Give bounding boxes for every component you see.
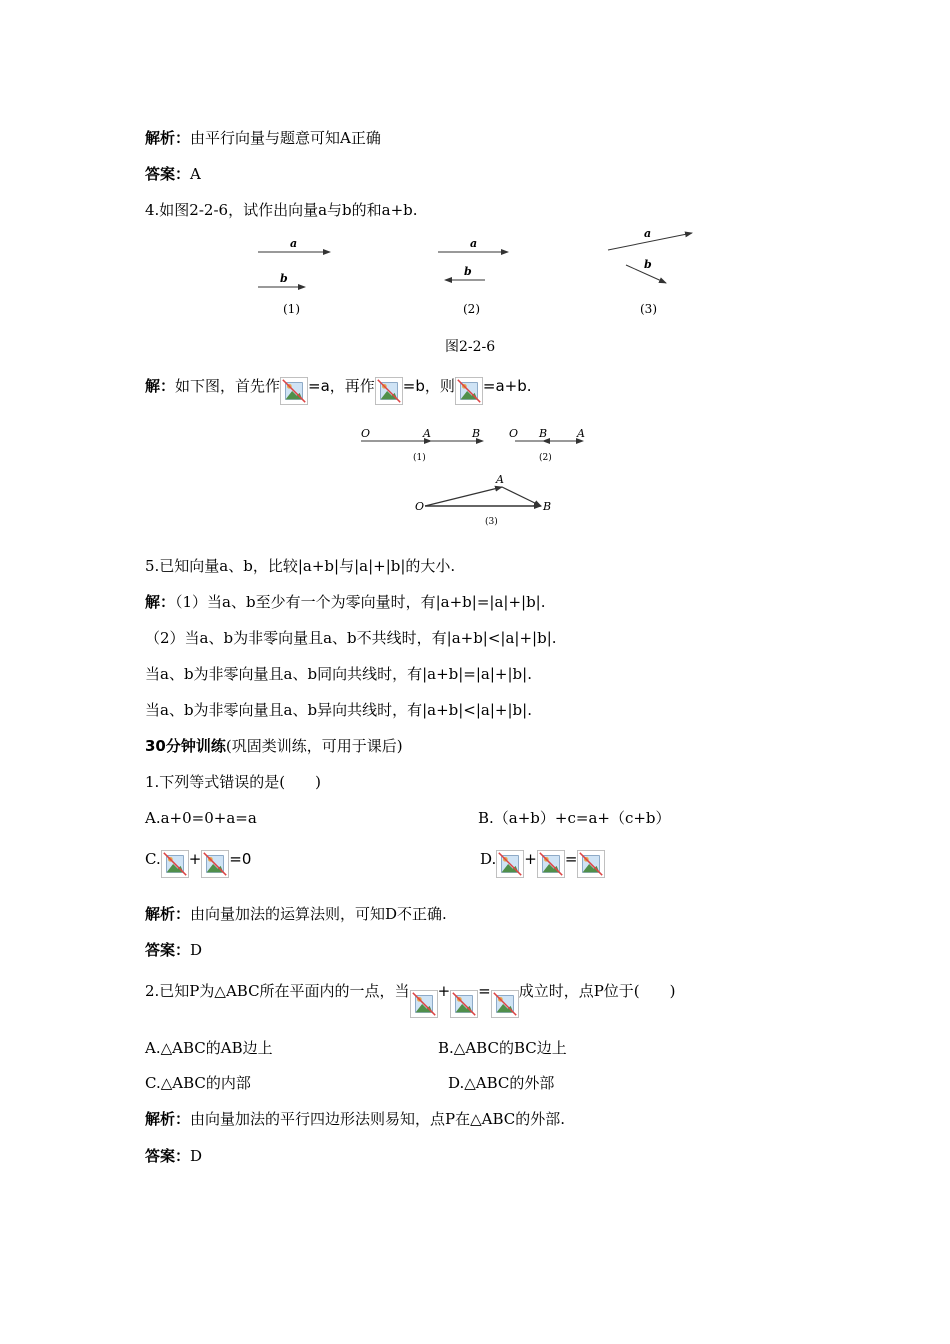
- answer-label: 答案：: [145, 941, 191, 959]
- plus-sign: +: [188, 850, 202, 868]
- broken-image-icon: [577, 850, 605, 878]
- question-5: 5.已知向量a、b，比较|a+b|与|a|+|b|的大小.: [145, 557, 456, 575]
- analysis-label: 解析：: [145, 129, 191, 147]
- solution-5-text-1: （1）当a、b至少有一个为零向量时，有|a+b|=|a|+|b|.: [175, 593, 546, 611]
- solution-5-line-4: 当a、b为非零向量且a、b异向共线时，有|a+b|<|a|+|b|.: [145, 701, 532, 719]
- figure-part-3: [608, 227, 692, 316]
- vector-oa: [425, 487, 502, 506]
- broken-image-icon: [375, 377, 403, 405]
- point-a-label: A: [496, 473, 504, 486]
- solution-figure-part-1: [361, 427, 483, 463]
- solution-figure-part-3: [415, 473, 551, 527]
- broken-image-icon: [201, 850, 229, 878]
- vector-b-label: b: [280, 272, 288, 285]
- broken-image-icon: [455, 377, 483, 405]
- section-title: 30分钟训练: [145, 737, 226, 755]
- answer-text: A: [190, 165, 201, 183]
- point-o-label: O: [415, 500, 425, 513]
- question-2-text-2: 成立时，点P位于( ): [518, 982, 676, 1000]
- figure-part-2: [438, 237, 508, 316]
- analysis-text: 由向量加法的运算法则，可知D不正确.: [190, 905, 447, 923]
- solution-caption-2: (2): [539, 453, 552, 463]
- vector-ab: [502, 487, 541, 506]
- option-d: [480, 846, 605, 874]
- point-b-label: B: [472, 427, 481, 440]
- option-a: A.a+0=0+a=a: [145, 809, 257, 827]
- point-a-label: A: [577, 427, 585, 440]
- broken-image-icon: [410, 990, 438, 1018]
- analysis-q2: [145, 1109, 565, 1129]
- question-4: 4.如图2-2-6，试作出向量a与b的和a+b.: [145, 201, 418, 219]
- solution-text-3: =b，则: [402, 377, 455, 395]
- solution-label: 解：: [145, 377, 176, 395]
- figure-caption-3: (3): [640, 302, 657, 316]
- point-b-label: B: [539, 427, 548, 440]
- figure-caption-2: (2): [463, 302, 480, 316]
- point-o-label: O: [509, 427, 519, 440]
- solution-4: [145, 373, 532, 401]
- figure-part-1: [258, 237, 330, 316]
- answer-q1: [145, 940, 202, 960]
- section-subtitle: (巩固类训练，可用于课后): [225, 737, 403, 755]
- equals-sign: =: [478, 982, 491, 1000]
- solution-5-line-2: （2）当a、b为非零向量且a、b不共线时，有|a+b|<|a|+|b|.: [145, 629, 557, 647]
- q2-option-b: B.△ABC的BC边上: [438, 1039, 567, 1057]
- answer-text: D: [190, 941, 203, 959]
- broken-image-icon: [280, 377, 308, 405]
- vector-a-label: a: [290, 237, 298, 250]
- option-c-prefix: C.: [145, 850, 161, 868]
- plus-sign: +: [437, 982, 451, 1000]
- solution-caption-3: (3): [485, 517, 498, 527]
- figure-caption-1: (1): [283, 302, 300, 316]
- option-c: [145, 846, 251, 874]
- answer-line-1: [145, 164, 201, 184]
- analysis-label: 解析：: [145, 1110, 191, 1128]
- answer-text: D: [190, 1147, 203, 1165]
- broken-image-icon: [491, 990, 519, 1018]
- option-c-eq: =0: [229, 850, 252, 868]
- question-1: 1.下列等式错误的是( ): [145, 773, 322, 791]
- point-b-label: B: [543, 500, 552, 513]
- solution-5-line-3: 当a、b为非零向量且a、b同向共线时，有|a+b|=|a|+|b|.: [145, 665, 532, 683]
- option-d-prefix: D.: [480, 850, 497, 868]
- point-a-label: A: [423, 427, 431, 440]
- broken-image-icon: [161, 850, 189, 878]
- vector-a-label: a: [470, 237, 478, 250]
- figure-2-2-6: [240, 225, 720, 325]
- plus-sign: +: [524, 850, 537, 868]
- analysis-text: 由向量加法的平行四边形法则易知，点P在△ABC的外部.: [190, 1110, 566, 1128]
- question-2-text-1: 2.已知P为△ABC所在平面内的一点，当: [145, 982, 410, 1000]
- solution-5-line-1: [145, 592, 546, 612]
- q2-option-c: C.△ABC的内部: [145, 1074, 251, 1092]
- point-o-label: O: [361, 427, 371, 440]
- solution-label: 解：: [145, 593, 176, 611]
- question-2: [145, 978, 676, 1006]
- solution-text-4: =a+b.: [482, 377, 532, 395]
- vector-a-label: a: [644, 227, 652, 240]
- section-heading: [145, 736, 403, 756]
- broken-image-icon: [450, 990, 478, 1018]
- analysis-q1: [145, 904, 447, 924]
- answer-label: 答案：: [145, 165, 191, 183]
- broken-image-icon: [496, 850, 524, 878]
- figure-title: 图2-2-6: [445, 339, 496, 355]
- solution-caption-1: (1): [413, 453, 426, 463]
- q2-option-d: D.△ABC的外部: [448, 1074, 555, 1092]
- analysis-label: 解析：: [145, 905, 191, 923]
- answer-q2: [145, 1146, 202, 1166]
- broken-image-icon: [537, 850, 565, 878]
- option-d-eq: =: [564, 850, 578, 868]
- vector-b-label: b: [464, 265, 472, 278]
- analysis-line-1: [145, 128, 381, 148]
- solution-text-2: =a，再作: [308, 377, 375, 395]
- solution-figure: [355, 420, 595, 530]
- answer-label: 答案：: [145, 1147, 191, 1165]
- vector-b-label: b: [644, 258, 652, 271]
- solution-text-1: 如下图，首先作: [175, 377, 281, 395]
- analysis-text: 由平行向量与题意可知A正确: [190, 129, 381, 147]
- option-b: B.（a+b）+c=a+（c+b）: [478, 809, 671, 827]
- solution-figure-part-2: [509, 427, 585, 463]
- q2-option-a: A.△ABC的AB边上: [145, 1039, 273, 1057]
